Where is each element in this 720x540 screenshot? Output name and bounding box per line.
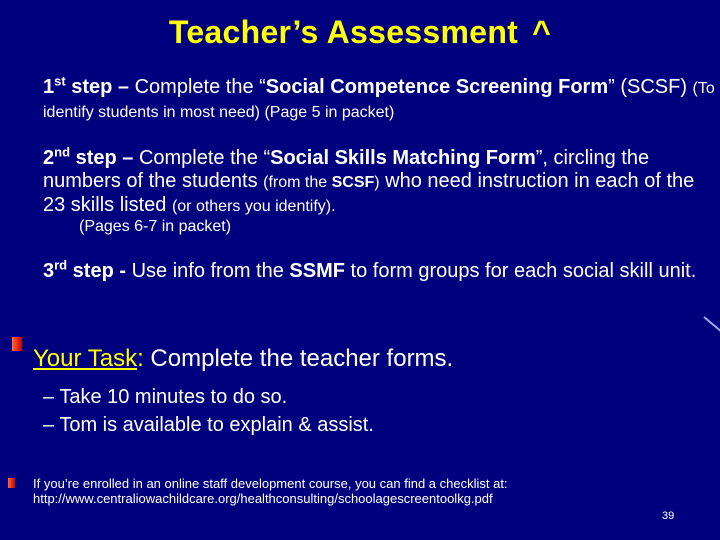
square-bullet-icon: [12, 337, 22, 351]
step-1-text: Complete the “: [134, 76, 266, 98]
task-text: Complete the teacher forms.: [143, 345, 454, 372]
task-item: [33, 345, 453, 373]
step-2-scsf: SCSF: [331, 174, 375, 191]
note-text: If you’re enrolled in an online staff development course, you can find a checklist at:: [33, 476, 508, 491]
title-text: Teacher’s Assessment: [168, 14, 519, 50]
your-task-link[interactable]: Your Task: [33, 345, 138, 372]
title-caret: ^: [532, 14, 552, 50]
step-3-label: step -: [67, 260, 132, 282]
step-1-suffix: st: [54, 73, 66, 89]
checklist-note: [33, 476, 653, 506]
step-2-form-name: Social Skills Matching Form: [270, 147, 536, 169]
step-3: [43, 257, 718, 283]
step-2-text-2: ”, circling the numbers of the students: [43, 147, 650, 192]
step-2-text-3: who need instruction in each of the 23 skills listed: [43, 170, 695, 216]
sub-item-time: – Take 10 minutes to do so.: [43, 386, 288, 408]
decorative-line: [703, 316, 720, 332]
step-2-note-1: (from the: [263, 174, 332, 191]
small-square-bullet-icon: [8, 478, 15, 488]
step-2-note-2: ): [374, 174, 380, 191]
step-2-suffix: nd: [54, 144, 71, 160]
step-3-text-2: to form groups for each social skill unit.: [344, 260, 697, 282]
step-1-text-2: ” (SCSF): [608, 76, 693, 98]
task-colon: :: [137, 345, 144, 372]
step-1-form-name: Social Competence Screening Form: [265, 76, 609, 98]
step-1: [43, 73, 718, 124]
step-2-text: Complete the “: [138, 147, 271, 169]
step-1-label: step –: [65, 76, 135, 98]
step-2-number: 2: [43, 147, 55, 169]
sub-item-help: – Tom is available to explain & assist.: [43, 414, 374, 436]
checklist-url[interactable]: http://www.centraliowachildcare.org/healthconsulting/schoolagescreentoolkg.pdf: [33, 491, 493, 506]
step-1-note: (To identify students in most need) (Page 5 in packet): [43, 80, 715, 121]
step-1-number: 1: [43, 76, 55, 98]
step-3-ssmf: SSMF: [289, 260, 345, 282]
step-2-note-3: (or others you identify).: [171, 198, 336, 215]
step-3-text: Use info from the: [131, 260, 290, 282]
slide-title: [0, 14, 720, 51]
step-3-suffix: rd: [54, 257, 68, 273]
page-number: 39: [662, 510, 675, 522]
step-2: [43, 144, 718, 236]
step-2-label: step –: [70, 147, 139, 169]
step-2-pages: (Pages 6-7 in packet): [79, 218, 232, 235]
step-3-number: 3: [43, 260, 55, 282]
